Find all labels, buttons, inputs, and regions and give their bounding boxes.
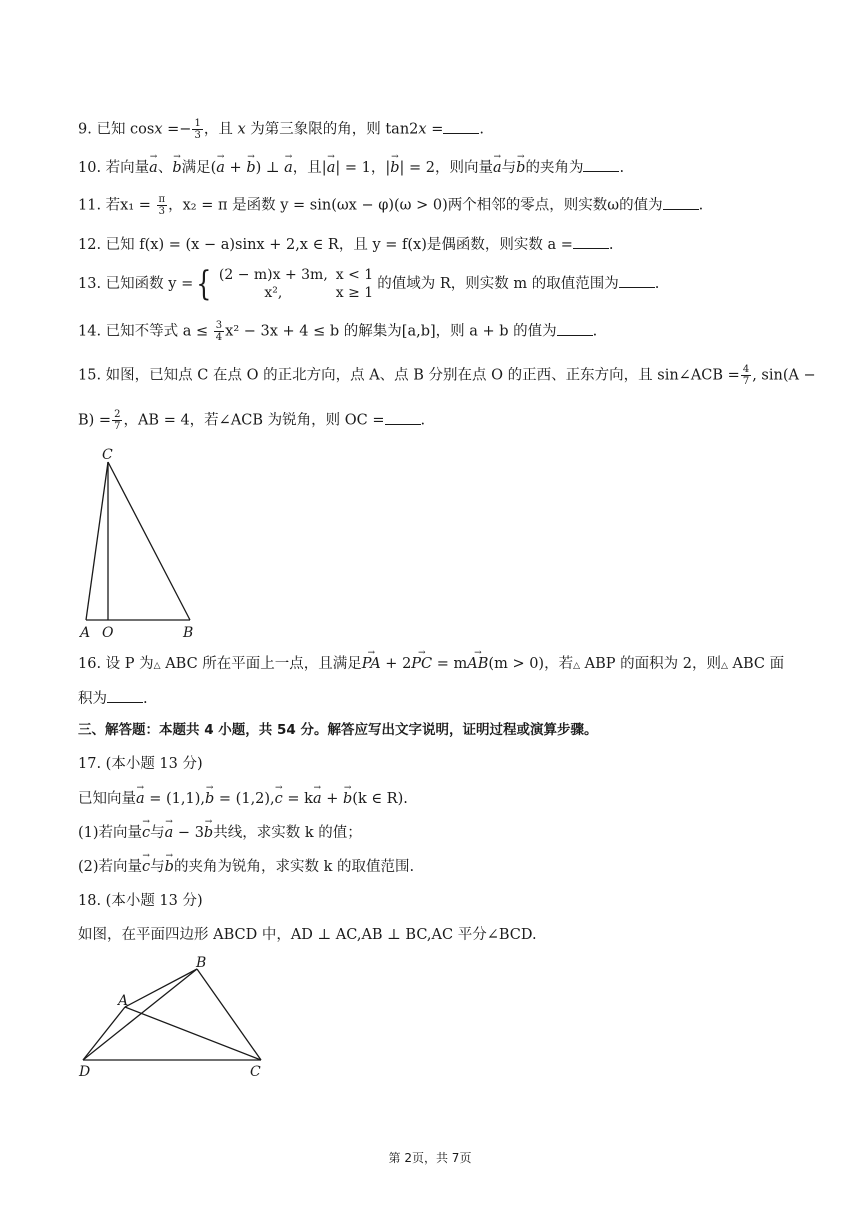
- fraction: $\frac{\pi}{3}$: [158, 194, 166, 217]
- label-b: B: [196, 955, 207, 971]
- section-heading: 三、解答题：本题共 4 小题，共 54 分。解答应写出文字说明，证明过程或演算步骤。: [78, 722, 598, 738]
- answer-blank: [385, 412, 421, 425]
- question-17-title: 17. (本小题 13 分): [78, 756, 203, 772]
- question-10: 10. 若向量→ a、→ b满足(→ a + → b) ⊥ → a，且|→ a| = 1，|→ b| = 2，则向量→ a与→ b的夹角为 .: [78, 158, 624, 178]
- fraction: $\frac{1}{3}$: [194, 118, 201, 141]
- label-c: C: [102, 447, 113, 463]
- label-a: A: [118, 993, 129, 1009]
- question-17-part-2: (2)若向量→ c与→ b的夹角为锐角，求实数 k 的取值范围.: [78, 857, 414, 877]
- piecewise-cases: (2 − m)x + 3m, x < 1 x², x ≥ 1: [218, 267, 374, 301]
- question-15-line-1: 15. 如图，已知点 C 在点 O 的正北方向，点 A、点 B 分别在点 O 的正西、正东方向，且 sin∠ACB = $\frac{4}{7}$ , sin(A −: [78, 364, 816, 387]
- label-o: O: [102, 625, 114, 641]
- answer-blank: [663, 197, 699, 210]
- answer-blank: [619, 275, 655, 288]
- question-17-given: 已知向量→ a = (1,1),→ b = (1,2),→ c = k→ a + → b(k ∈ R).: [78, 789, 408, 809]
- question-17-part-1: (1)若向量→ c与→ a − 3→ b共线，求实数 k 的值；: [78, 823, 362, 843]
- fraction: $\frac{3}{4}$: [215, 320, 223, 343]
- question-18-title: 18. (本小题 13 分): [78, 893, 203, 909]
- answer-blank: [557, 323, 593, 336]
- question-12: 12. 已知 f(x) = (x − a)sinx + 2,x ∈ R，且 y = f(x)是偶函数，则实数 a = .: [78, 237, 614, 253]
- label-d: D: [79, 1064, 91, 1080]
- page-footer: 第 2页，共 7页: [388, 1151, 472, 1165]
- question-15-line-2: B) = $\frac{2}{7}$ ，AB = 4，若∠ACB 为锐角，则 OC = .: [78, 409, 426, 432]
- question-11: 11. 若x₁ = $\frac{\pi}{3}$ ，x₂ = π 是函数 y = sin(ωx − φ)(ω > 0)两个相邻的零点，则实数ω的值为 .: [78, 194, 704, 217]
- answer-blank: [573, 236, 609, 249]
- question-18-text: 如图，在平面四边形 ABCD 中，AD ⊥ AC,AB ⊥ BC,AC 平分∠BCD.: [78, 927, 537, 943]
- question-9: 9. 已知 cosx =− $\frac{1}{3}$ ，且 x 为第三象限的角，则 tan2x = .: [78, 118, 484, 141]
- fraction: $\frac{2}{7}$: [114, 409, 121, 432]
- left-brace: {: [196, 264, 212, 304]
- quadrilateral-figure-abcd: [70, 950, 280, 1080]
- label-b: B: [183, 625, 194, 641]
- question-14: 14. 已知不等式 a ≤ $\frac{3}{4}$ x² − 3x + 4 ≤ b 的解集为[a,b]，则 a + b 的值为 .: [78, 320, 598, 343]
- label-c: C: [250, 1064, 261, 1080]
- answer-blank: [443, 121, 479, 134]
- question-13: 13. 已知函数 y ={ (2 − m)x + 3m, x < 1 x², x ≥ 1的值域为 R，则实数 m 的取值范围为 .: [78, 264, 660, 304]
- fraction: $\frac{4}{7}$: [742, 364, 750, 387]
- answer-blank: [107, 690, 143, 703]
- answer-blank: [583, 159, 619, 172]
- question-16-line-2: 积为 .: [78, 691, 148, 707]
- triangle-figure-acb: [70, 440, 220, 645]
- label-a: A: [80, 625, 91, 641]
- question-16-line-1: 16. 设 P 为△ ABC 所在平面上一点，且满足→ PA + 2→ PC = m→ AB(m > 0)，若△ ABP 的面积为 2，则△ ABC 面: [78, 654, 784, 676]
